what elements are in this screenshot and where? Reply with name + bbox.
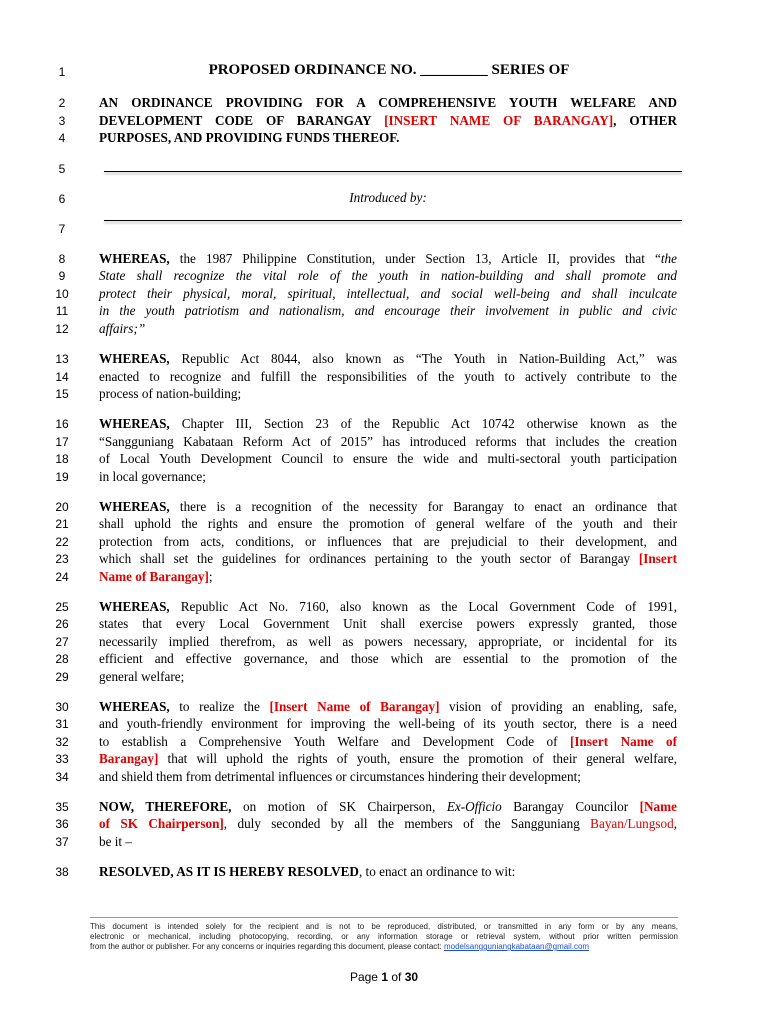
line-number: 4 xyxy=(58,131,66,145)
line-number: 7 xyxy=(58,222,66,236)
page-prefix: Page xyxy=(349,970,382,984)
whereas-keyword: WHEREAS, xyxy=(99,699,170,714)
line-number: 22 xyxy=(55,535,69,549)
body-text: Republic Act 8044, also known as “The Youth in Nation-Building Act,” was xyxy=(169,351,677,366)
line-number: 2 xyxy=(58,96,66,110)
body-line xyxy=(99,598,677,615)
body-line xyxy=(99,568,677,585)
line-number: 35 xyxy=(55,800,69,814)
signature-rule-bottom xyxy=(104,220,682,221)
line-number: 13 xyxy=(55,352,69,366)
resolved-keyword: RESOLVED, AS IT IS HEREBY RESOLVED xyxy=(99,864,359,879)
line-number: 14 xyxy=(55,370,69,384)
sanggunian-placeholder: Bayan/Lungsod xyxy=(590,816,674,831)
heading-text: DEVELOPMENT CODE OF BARANGAY xyxy=(99,113,385,128)
body-line xyxy=(99,350,677,367)
body-line xyxy=(99,733,677,750)
line-number: 10 xyxy=(55,287,69,301)
line-number: 37 xyxy=(55,835,69,849)
line-number: 12 xyxy=(55,322,69,336)
body-line: of Local Youth Development Council to ensure the wide and multi-sectoral youth participation xyxy=(99,451,677,466)
contact-email-link[interactable]: modelsangguniangkabataan@gmail.com xyxy=(443,942,590,951)
body-line: enacted to recognize and fulfill the responsibilities of the youth to actively contribute to the xyxy=(99,369,677,384)
body-text: on motion of SK Chairperson, xyxy=(231,799,447,814)
line-number: 30 xyxy=(55,700,69,714)
whereas-keyword: WHEREAS, xyxy=(99,351,170,366)
body-text: there is a recognition of the necessity for Barangay to enact an ordinance that xyxy=(169,499,677,514)
line-number: 11 xyxy=(55,304,69,318)
heading-text: , OTHER xyxy=(613,113,677,128)
body-line: be it – xyxy=(99,834,132,849)
line-number: 21 xyxy=(55,517,69,531)
whereas-keyword: WHEREAS, xyxy=(99,251,170,266)
line-number: 5 xyxy=(58,162,66,176)
sk-chairperson-placeholder: of SK Chairperson] xyxy=(99,816,224,831)
body-text: , xyxy=(673,816,677,831)
whereas-keyword: WHEREAS, xyxy=(99,416,170,431)
footer-line: This document is intended solely for the recipient and is not to be reproduced, distributed, or transmitted in any form or by any means, xyxy=(90,922,678,931)
body-text: vision of providing an enabling, safe, xyxy=(439,699,677,714)
body-line: in local governance; xyxy=(99,469,206,484)
line-number: 34 xyxy=(55,770,69,784)
page-of: of xyxy=(388,970,405,984)
body-line: general welfare; xyxy=(99,669,185,684)
body-line: protection from acts, conditions, or influences that are prejudicial to their development, and xyxy=(99,534,677,549)
body-line xyxy=(99,863,677,880)
body-line xyxy=(99,498,677,515)
barangay-placeholder: [Insert Name of Barangay] xyxy=(269,699,440,714)
line-number: 19 xyxy=(55,470,69,484)
body-line: “Sangguniang Kabataan Reform Act of 2015” has introduced reforms that includes the creation xyxy=(99,434,677,449)
barangay-placeholder: [INSERT NAME OF BARANGAY] xyxy=(384,113,614,128)
line-number: 20 xyxy=(55,500,69,514)
whereas-keyword: WHEREAS, xyxy=(99,599,170,614)
line-number: 27 xyxy=(55,635,69,649)
body-line: and shield them from detrimental influences or circumstances hindering their development; xyxy=(99,769,581,784)
body-line: efficient and effective governance, and those which are essential to the promotion of the xyxy=(99,651,677,666)
barangay-placeholder: Name of Barangay] xyxy=(99,569,209,584)
heading-line: AN ORDINANCE PROVIDING FOR A COMPREHENSIVE YOUTH WELFARE AND xyxy=(99,95,677,110)
body-text: , to enact an ordinance to wit: xyxy=(358,864,516,879)
body-text: to realize the xyxy=(169,699,270,714)
barangay-placeholder: Barangay] xyxy=(99,751,159,766)
ex-officio-text: Ex-Officio xyxy=(446,799,502,814)
footer-disclaimer xyxy=(90,922,678,952)
line-number: 36 xyxy=(55,817,69,831)
quote-text: the xyxy=(660,251,677,266)
body-line xyxy=(99,415,677,432)
sk-chairperson-placeholder: [Name xyxy=(639,799,677,814)
line-number: 17 xyxy=(55,435,69,449)
line-number: 6 xyxy=(58,192,66,206)
body-line: shall uphold the rights and ensure the promotion of general welfare of the youth and their xyxy=(99,516,677,531)
footer-divider xyxy=(90,917,678,918)
line-number: 38 xyxy=(55,865,69,879)
body-text: Barangay Councilor xyxy=(501,799,640,814)
footer-line: electronic or mechanical, including photocopying, recording, or any information storage or retrieval system, without prior written permission xyxy=(90,932,678,941)
page-number xyxy=(0,970,768,984)
line-number: 16 xyxy=(55,417,69,431)
line-number: 26 xyxy=(55,617,69,631)
whereas-keyword: WHEREAS, xyxy=(99,499,170,514)
body-line xyxy=(99,550,677,567)
line-number: 32 xyxy=(55,735,69,749)
body-text: that will uphold the rights of youth, ensure the promotion of their general welfare, xyxy=(158,751,677,766)
quote-line: in the youth patriotism and nationalism, and encourage their involvement in public and civic xyxy=(99,303,677,318)
body-text: the 1987 Philippine Constitution, under Section 13, Article II, provides that “ xyxy=(169,251,661,266)
body-text: which shall set the guidelines for ordinances pertaining to the youth sector of Barangay xyxy=(99,551,639,566)
footer-text: from the author or publisher. For any concerns or inquiries regarding this document, please contact: xyxy=(90,942,444,951)
signature-rule-top xyxy=(104,171,682,172)
introduced-by-label: Introduced by: xyxy=(349,190,427,205)
line-number: 15 xyxy=(55,387,69,401)
line-number: 3 xyxy=(58,114,66,128)
body-line xyxy=(99,815,677,832)
page-total: 30 xyxy=(404,970,419,984)
footer-line xyxy=(90,942,678,952)
body-line xyxy=(99,798,677,815)
document-title: PROPOSED ORDINANCE NO. _________ SERIES OF xyxy=(208,62,570,78)
line-number: 25 xyxy=(55,600,69,614)
line-number: 8 xyxy=(58,252,66,266)
line-number: 28 xyxy=(55,652,69,666)
body-line xyxy=(99,698,677,715)
quote-line: affairs;” xyxy=(99,321,146,336)
line-number: 33 xyxy=(55,752,69,766)
body-text: Chapter III, Section 23 of the Republic Act 10742 otherwise known as the xyxy=(169,416,677,431)
quote-line: State shall recognize the vital role of the youth in nation-building and shall promote and xyxy=(99,268,677,283)
line-number: 23 xyxy=(55,552,69,566)
line-number: 29 xyxy=(55,670,69,684)
line-number: 24 xyxy=(55,570,69,584)
body-text: Republic Act No. 7160, also known as the Local Government Code of 1991, xyxy=(169,599,677,614)
heading-line xyxy=(99,112,677,129)
page-current: 1 xyxy=(381,970,388,984)
barangay-placeholder: [Insert Name of xyxy=(570,734,677,749)
line-number: 18 xyxy=(55,452,69,466)
body-line xyxy=(99,750,677,767)
heading-line: PURPOSES, AND PROVIDING FUNDS THEREOF. xyxy=(99,130,400,145)
now-therefore-keyword: NOW, THEREFORE, xyxy=(99,799,232,814)
body-line xyxy=(99,250,677,267)
barangay-placeholder: [Insert xyxy=(638,551,677,566)
line-number: 31 xyxy=(55,717,69,731)
body-text: to establish a Comprehensive Youth Welfare and Development Code of xyxy=(99,734,571,749)
quote-line: protect their physical, moral, spiritual, intellectual, and social well-being and shall inculcate xyxy=(99,286,677,301)
body-line: process of nation-building; xyxy=(99,386,242,401)
body-line: and youth-friendly environment for improving the well-being of its youth sector, there is a need xyxy=(99,716,677,731)
body-text: , duly seconded by all the members of the Sangguniang xyxy=(223,816,591,831)
body-text: ; xyxy=(208,569,213,584)
line-number: 1 xyxy=(58,65,66,79)
body-line: necessarily implied therefrom, as well as powers necessary, appropriate, or incidental for its xyxy=(99,634,677,649)
body-line: states that every Local Government Unit shall exercise powers expressly granted, those xyxy=(99,616,677,631)
line-number: 9 xyxy=(58,269,66,283)
